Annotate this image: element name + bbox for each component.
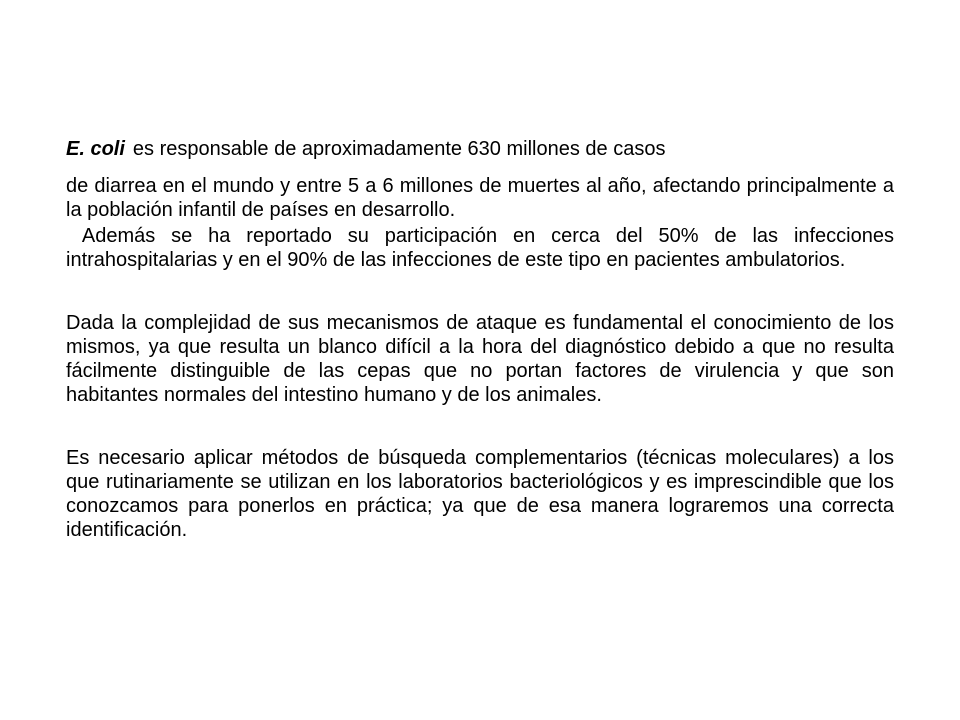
paragraph-intro [66, 137, 894, 161]
paragraph-methods: Es necesario aplicar métodos de búsqueda complementarios (técnicas moleculares) a los que rutinariamente se utilizan en los laboratorios bacteriológicos y es imprescindible que los conozcamos para ponerlos en práctica; ya que de esa manera lograremos una correcta identificación. [66, 447, 894, 541]
species-name: E. coli [66, 138, 125, 160]
slide-body [66, 137, 906, 542]
paragraph-mechanisms: Dada la complejidad de sus mecanismos de ataque es fundamental el conocimiento de los mismos, ya que resulta un blanco difícil a la hora del diagnóstico debido a que no resulta fácilmente distinguible de las cepas que no portan factores de virulencia y que son habitantes normales del intestino humano y de los animales. [66, 312, 894, 406]
intro-text: es responsable de aproximadamente 630 millones de casos [132, 138, 666, 160]
paragraph-infections: Además se ha reportado su participación en cerca del 50% de las infecciones intrahospitalarias y en el 90% de las infecciones de este tipo en pacientes ambulatorios. [66, 225, 906, 271]
paragraph-diarrhea: de diarrea en el mundo y entre 5 a 6 millones de muertes al año, afectando principalmente a la población infantil de países en desarrollo. [66, 175, 894, 221]
